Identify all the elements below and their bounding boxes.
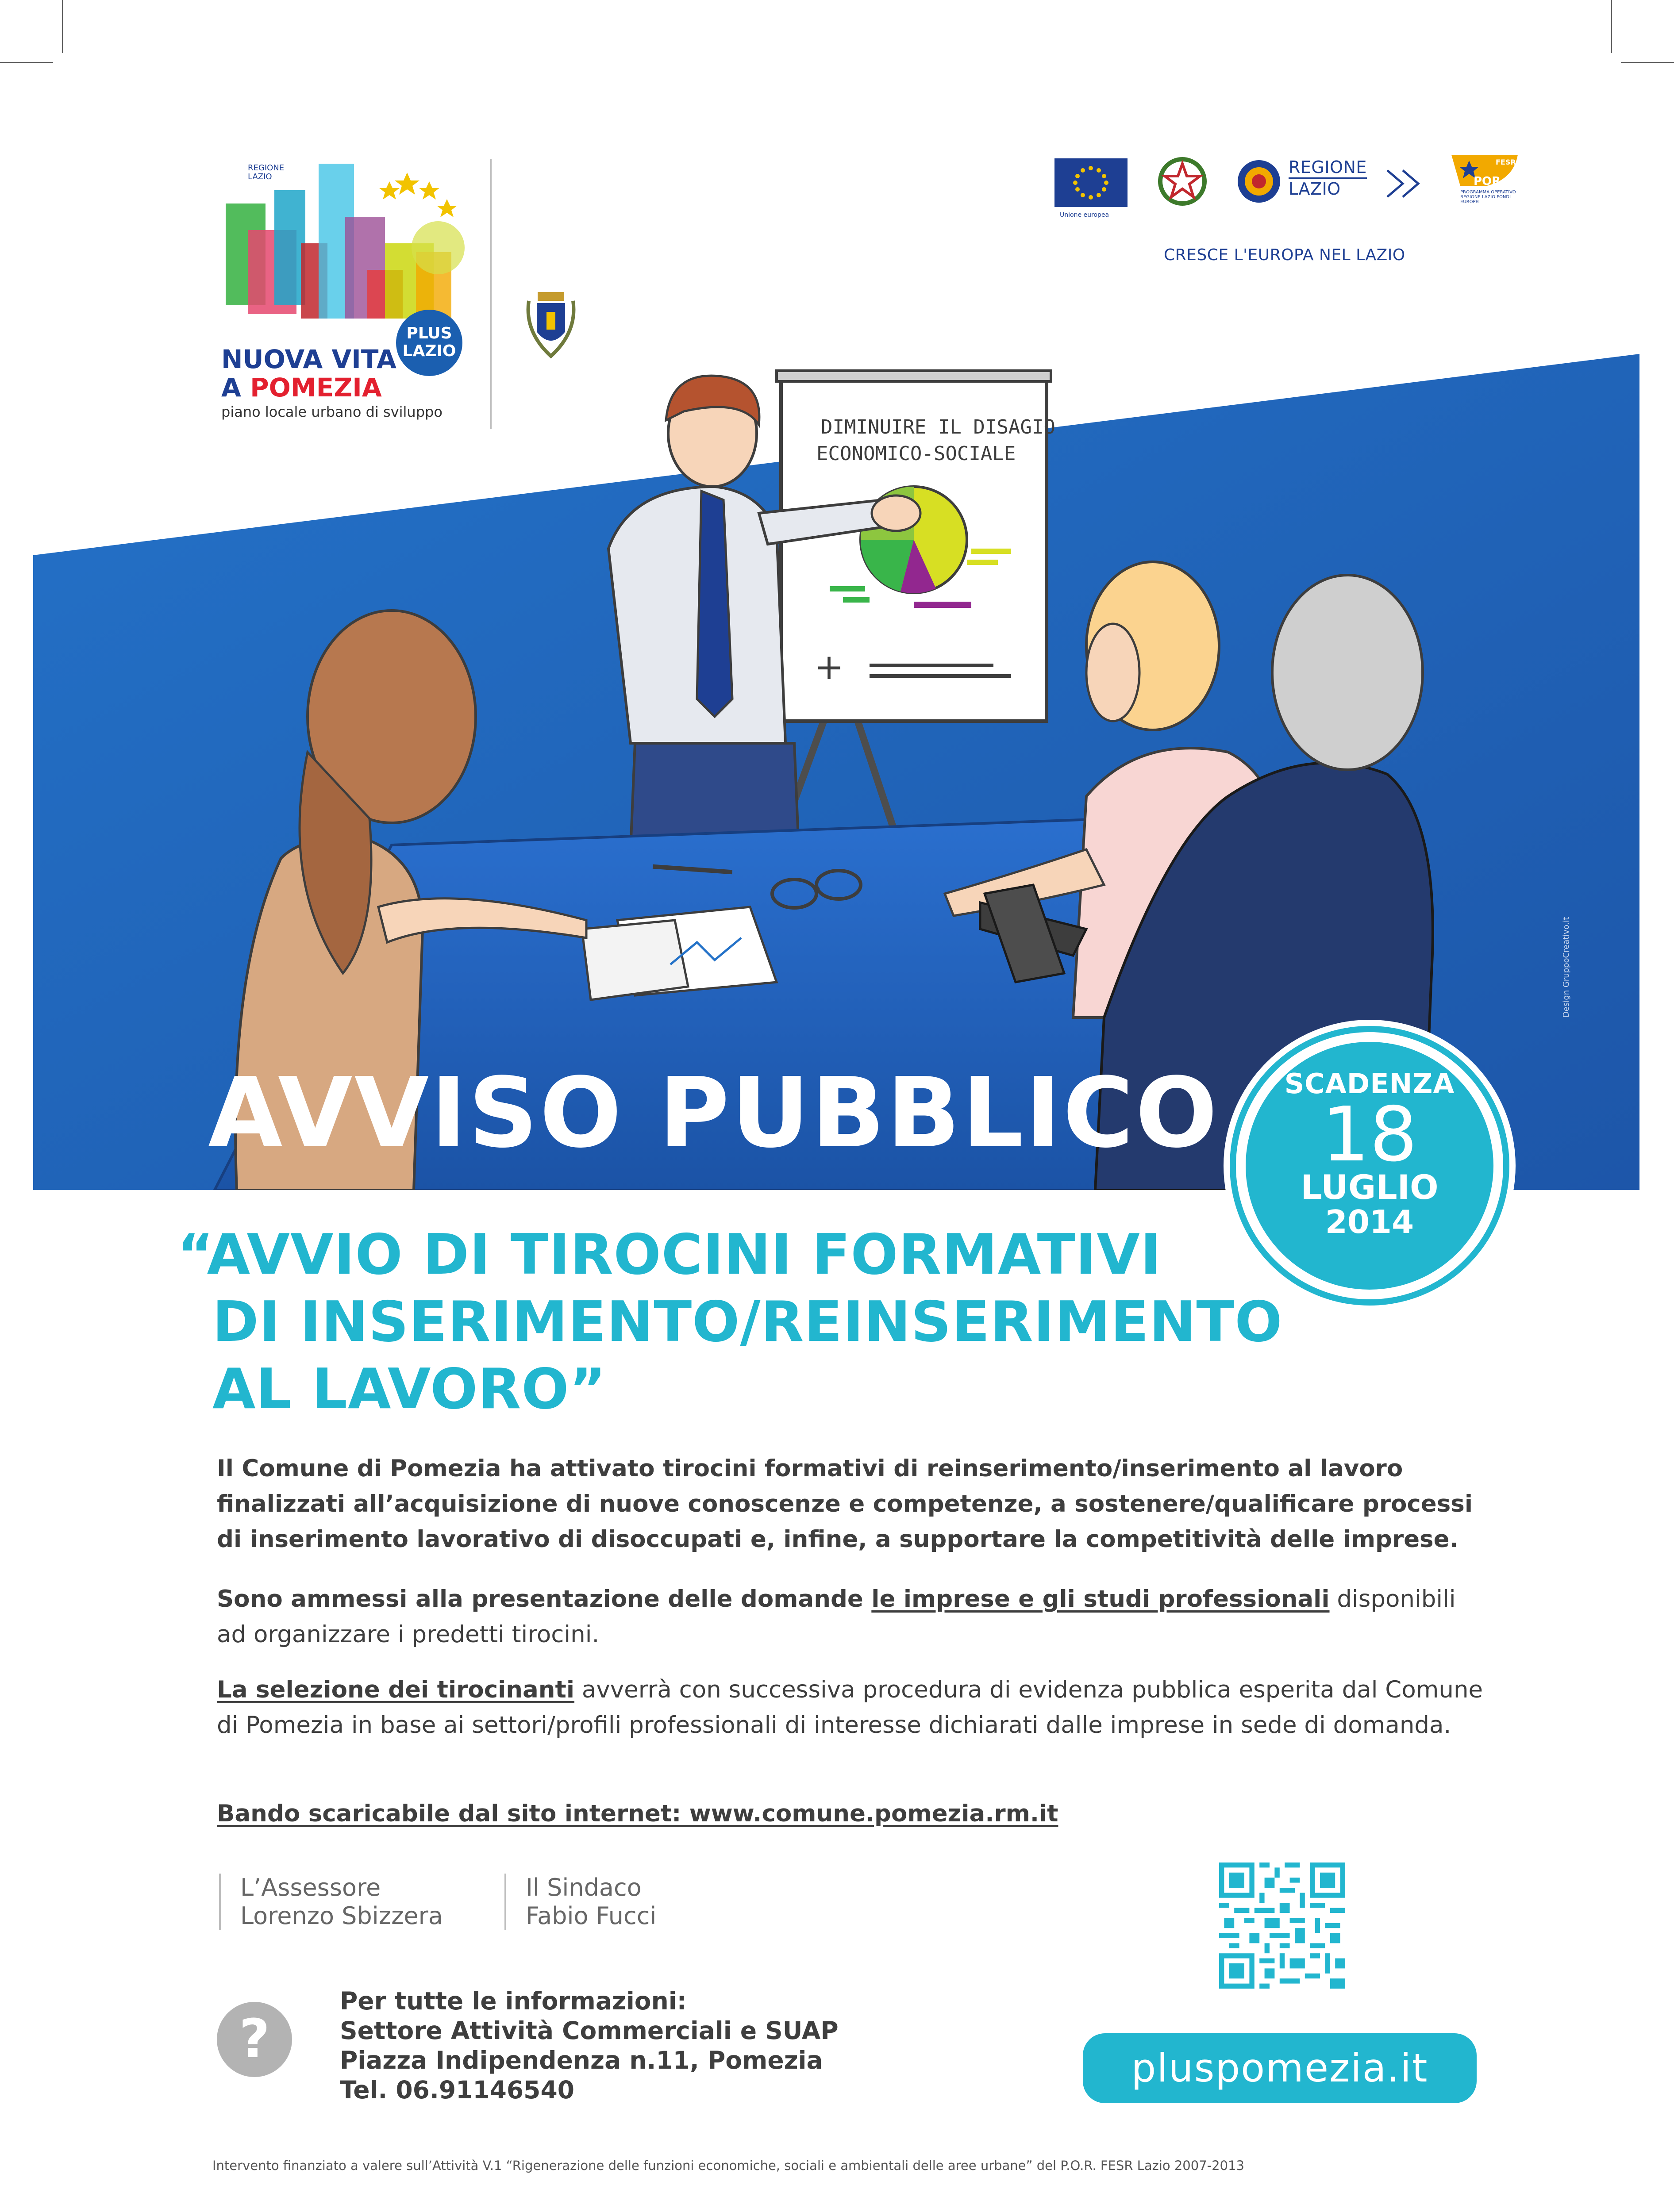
signature-assessore — [219, 1874, 443, 1930]
flipchart-title-line2: ECONOMICO-SOCIALE — [816, 442, 1016, 465]
plus-name-prefix: A — [221, 373, 250, 403]
plus-name-accent: POMEZIA — [250, 373, 382, 403]
info-line1: Per tutte le informazioni: — [340, 1987, 687, 2015]
plus-regione-small: REGIONE LAZIO — [248, 163, 285, 181]
qr-code-icon[interactable] — [1219, 1863, 1345, 1989]
signature-name: Lorenzo Sbizzera — [240, 1902, 443, 1930]
plus-tagline: piano locale urbano di sviluppo — [221, 403, 443, 420]
crop-mark — [1611, 0, 1612, 53]
eu-flag — [1054, 158, 1128, 207]
deadline-month: LUGLIO — [1301, 1167, 1439, 1207]
seal-inner — [1246, 1042, 1493, 1290]
signature-name: Fabio Fucci — [526, 1902, 657, 1930]
eu-label: Unione europea — [1060, 211, 1109, 219]
info-line4: Tel. 06.91146540 — [340, 2076, 574, 2104]
info-line3: Piazza Indipendenza n.11, Pomezia — [340, 2046, 823, 2074]
website-link[interactable]: pluspomezia.it — [1083, 2033, 1477, 2103]
body-paragraph-2 — [217, 1582, 1491, 1652]
regione-lazio-emblem-icon — [1235, 157, 1283, 206]
regione-line2: LAZIO — [1289, 179, 1341, 199]
design-credit: Design GruppoCreativo.it — [1562, 917, 1571, 1018]
body-paragraph-1 — [217, 1451, 1491, 1557]
regione-line1: REGIONE — [1289, 157, 1367, 179]
deadline-year: 2014 — [1325, 1203, 1414, 1240]
fesr-label: FESR — [1496, 158, 1516, 166]
plus-badge-line1: PLUS — [406, 324, 452, 342]
body-paragraph-4 — [217, 1796, 1491, 1832]
info-block — [340, 1986, 839, 2105]
flipchart-title-line1: DIMINUIRE IL DISAGIO — [821, 416, 1055, 438]
body-p2-underlined: le imprese e gli studi professionali — [871, 1586, 1330, 1613]
subtitle — [177, 1221, 1283, 1423]
download-link[interactable]: Bando scaricabile dal sito internet: www.comune.pomezia.rm.it — [217, 1800, 1058, 1827]
body-p1-text: Il Comune di Pomezia ha attivato tirocini formativi di reinserimento/inserimento al lavoro finalizzati all’acquisizione di nuove conoscenze e competenze, a sostenere/qualificare processi di inserimento lavorativo di disoccupati e, infine, a supportare la competitività delle imprese. — [217, 1455, 1473, 1553]
por-label: POR — [1474, 175, 1501, 188]
signature-role: L’Assessore — [240, 1874, 381, 1901]
regione-arrow-icon — [1385, 168, 1420, 199]
svg-text:+: + — [814, 646, 844, 687]
pomezia-coat-of-arms-icon — [520, 283, 582, 363]
regione-lazio-label — [1289, 157, 1367, 199]
subtitle-line3: AL LAVORO” — [212, 1356, 607, 1421]
footnote: Intervento finanziato a valere sull’Attività V.1 “Rigenerazione delle funzioni economiche, sociali e ambientali delle aree urbane” del P.O.R. FESR Lazio 2007-2013 — [212, 2158, 1244, 2173]
plus-badge-line2: LAZIO — [402, 342, 456, 360]
crop-mark — [62, 0, 63, 53]
body-p3-underlined: La selezione dei tirocinanti — [217, 1676, 575, 1703]
deadline-label: SCADENZA — [1284, 1068, 1455, 1100]
subtitle-line1: “AVVIO DI TIROCINI FORMATIVI — [177, 1222, 1162, 1287]
crop-mark — [1621, 62, 1674, 63]
headline: AVVISO PUBBLICO — [208, 1057, 1220, 1169]
crop-mark — [0, 62, 53, 63]
body-paragraph-3 — [217, 1672, 1491, 1743]
body-p2-rest: disponibili ad organizzare i predetti tirocini. — [217, 1586, 1456, 1648]
question-mark-icon: ? — [217, 2002, 292, 2077]
signature-sindaco — [504, 1874, 656, 1930]
signature-role: Il Sindaco — [526, 1874, 642, 1901]
info-line2: Settore Attività Commerciali e SUAP — [340, 2016, 839, 2045]
cresce-europa-label: CRESCE L'EUROPA NEL LAZIO — [1164, 246, 1405, 264]
italian-republic-emblem-icon — [1156, 155, 1209, 210]
plus-name-line1: NUOVA VITA — [221, 344, 396, 374]
body-p2-bold: Sono ammessi alla presentazione delle domande — [217, 1586, 872, 1613]
body-p3-rest: avverrà con successiva procedura di evidenza pubblica esperita dal Comune di Pomezia in base ai settori/profili professionali di interesse dichiarati dalle imprese in sede di domanda. — [217, 1676, 1483, 1739]
deadline-day: 18 — [1321, 1091, 1418, 1179]
eu-stars-icon — [1054, 158, 1128, 207]
por-fesr-logo — [1447, 153, 1522, 206]
subtitle-line2: DI INSERIMENTO/REINSERIMENTO — [212, 1289, 1283, 1354]
por-sub: PROGRAMMA OPERATIVO REGIONE LAZIO FONDI EUROPEI — [1460, 190, 1516, 204]
